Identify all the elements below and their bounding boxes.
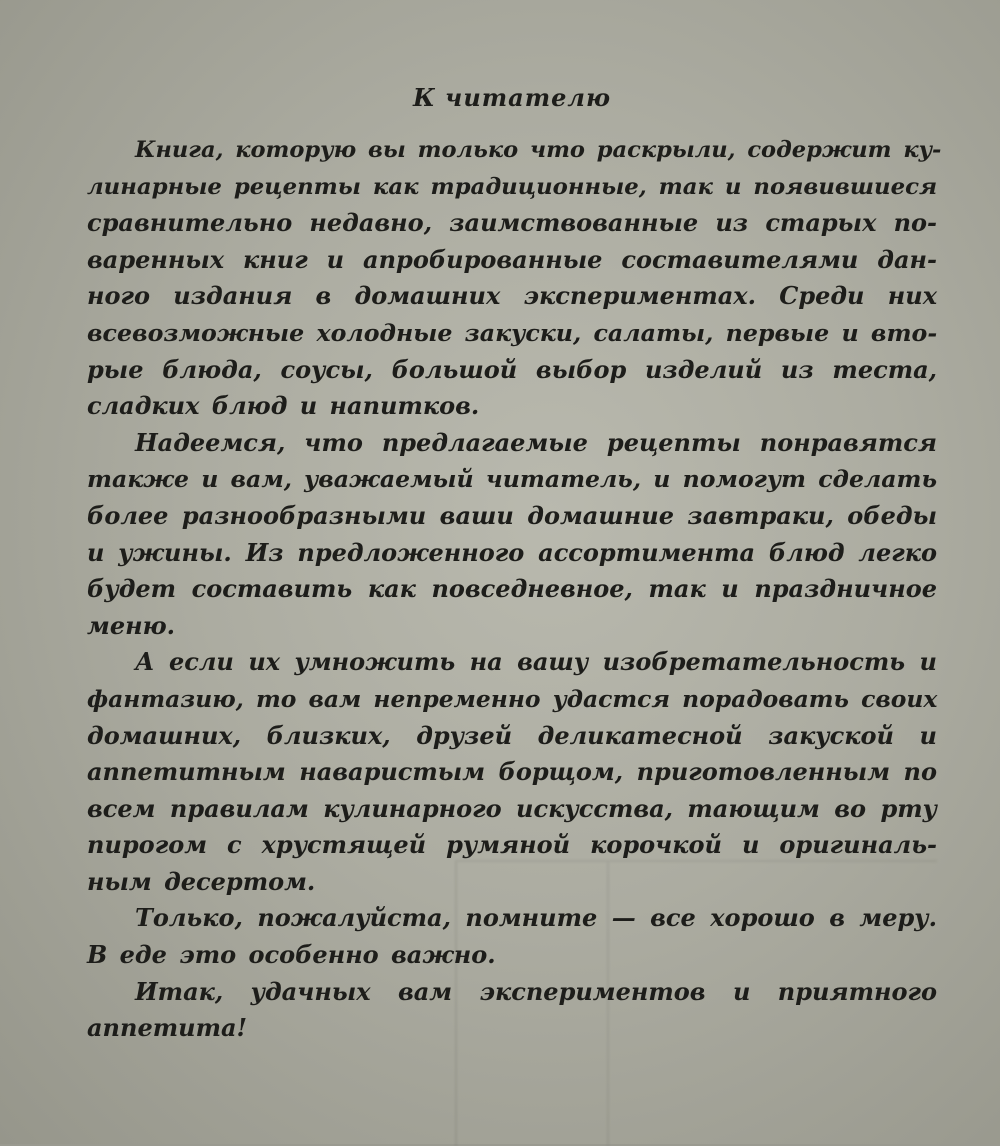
text-line: пирогом с хрустящей румяной корочкой и оригиналь- [87,830,937,860]
text-line: фантазию, то вам непременно удастся порадовать своих [87,684,938,713]
text-line: линарные рецепты как традиционные, так и появившиеся [87,173,938,200]
text-line: сравнительно недавно, заимствованные из старых по- [87,208,937,238]
text-line: более разнообразными ваши домашние завтраки, обеды [87,500,937,530]
text-line: В еде это особенно важно. [87,940,496,970]
paragraph-5 [87,974,937,1047]
text-line: также и вам, уважаемый читатель, и помогут сделать [87,465,937,494]
page-text [87,74,942,1047]
text-line: Книга, которую вы только что раскрыли, содержит ку- [135,137,942,163]
text-line: Итак, удачных вам экспериментов и приятного [135,976,937,1006]
text-line: рые блюда, соусы, большой выбор изделий из теста, [87,354,937,384]
paragraph-1 [87,132,942,425]
text-line: будет составить как повседневное, так и праздничное [87,574,937,604]
text-line: сладких блюд и напитков. [87,391,480,421]
text-line: меню. [87,610,175,640]
text-line: всевозможные холодные закуски, салаты, первые и вто- [87,318,938,347]
paragraph-3 [87,644,937,900]
text-line: Надеемся, что предлагаемые рецепты понравятся [135,427,937,457]
text-line: Только, пожалуйста, помните — все хорошо в меру. [135,903,937,933]
paragraph-2 [87,425,937,645]
text-line: ным десертом. [87,866,316,896]
text-line: всем правилам кулинарного искусства, тающим во рту [87,793,937,823]
page-title: К читателю [412,83,611,112]
text-line: аппетитным наваристым борщом, приготовленным по [87,757,937,787]
text-line: А если их умножить на вашу изобретательность и [135,647,937,677]
text-line: аппетита! [87,1013,248,1043]
text-line: ного издания в домашних экспериментах. Среди них [87,281,937,311]
text-line: и ужины. Из предложенного ассортимента блюд легко [87,537,937,567]
paragraph-4 [87,900,937,973]
text-line: варенных книг и апробированные составителями дан- [87,244,937,274]
text-line: домашних, близких, друзей деликатесной закуской и [87,720,937,750]
